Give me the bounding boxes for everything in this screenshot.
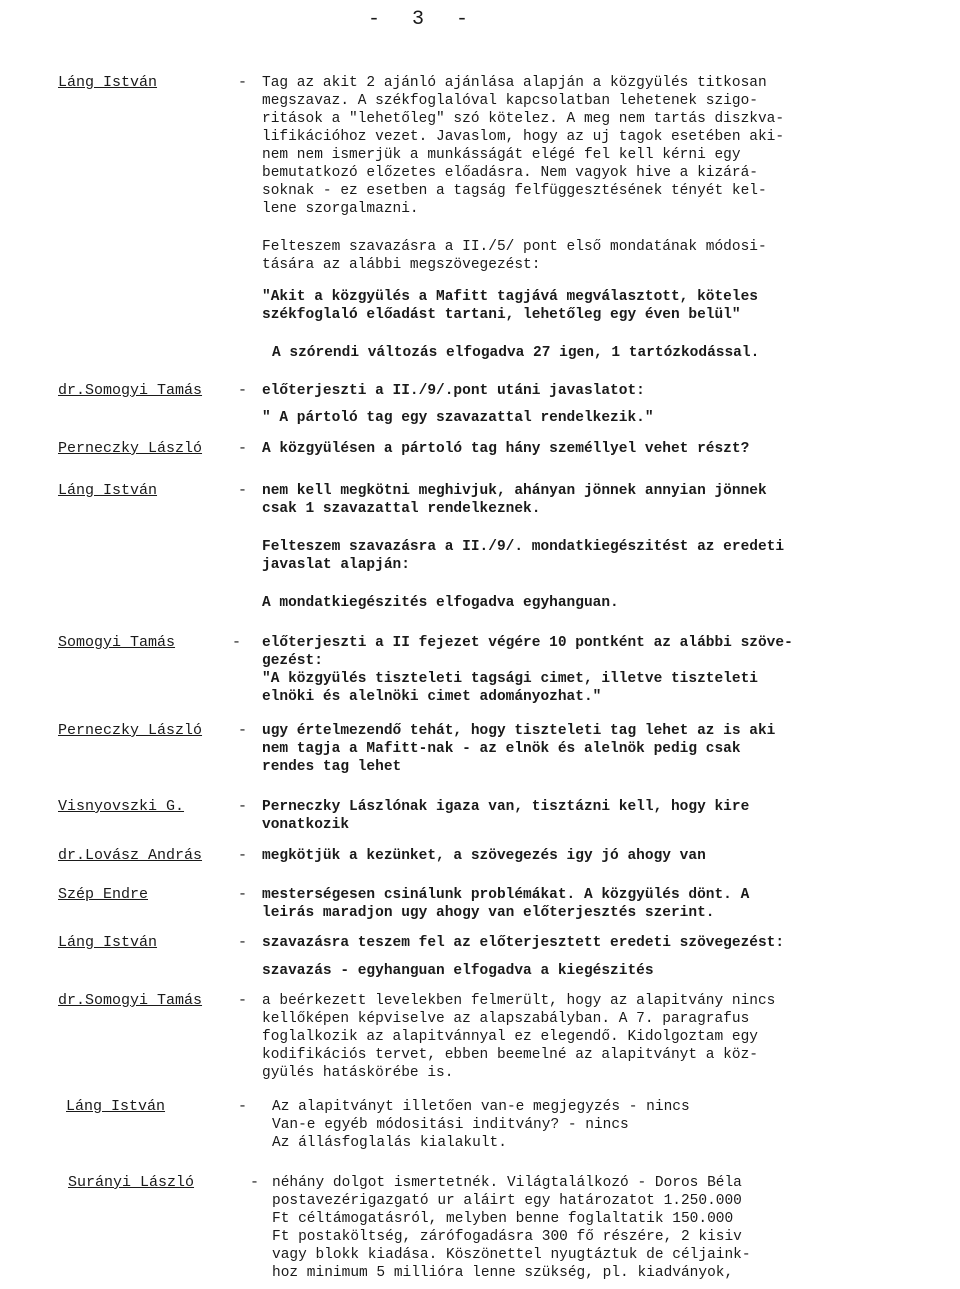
text-line: nem kell megkötni meghivjuk, ahányan jönnek annyian jönnek <box>262 483 767 499</box>
statement-text <box>262 538 912 574</box>
vote-result <box>262 594 912 612</box>
text-line: nem tagja a Mafitt-nak - az elnök és alelnök pedig csak <box>262 741 741 757</box>
dash: - <box>238 847 248 864</box>
text-line: kodifikációs tervet, ebben beemelné az alapitványt a köz- <box>262 1047 758 1063</box>
text-line: székfoglaló előadást tartani, lehetőleg egy éven belül" <box>262 307 741 323</box>
statement-text <box>272 1098 922 1152</box>
statement-text <box>262 440 912 458</box>
page-number: - 3 - <box>368 8 479 31</box>
text-line: Felteszem szavazásra a II./9/. mondatkiegészitést az eredeti <box>262 539 785 555</box>
text-line: lifikációhoz vezet. Javaslom, hogy az uj tagok esetében aki- <box>262 129 785 145</box>
text-line: ugy értelmezendő tehát, hogy tiszteleti tag lehet az is aki <box>262 723 776 739</box>
vote-result <box>272 344 922 362</box>
text-line: a beérkezett levelekben felmerült, hogy az alapitvány nincs <box>262 993 776 1009</box>
text-line: Perneczky Lászlónak igaza van, tisztázni kell, hogy kire <box>262 799 750 815</box>
text-line: megszavaz. A székfoglalóval kapcsolatban lehetenek szigo- <box>262 93 758 109</box>
speaker-name: Láng István <box>58 482 158 499</box>
speaker-name: Láng István <box>66 1098 166 1115</box>
text-line: kellőképen képviselve az alapszabályban. A 7. paragrafus <box>262 1011 750 1027</box>
text-line: leirás maradjon ugy ahogy van előterjesztés szerint. <box>262 905 715 921</box>
dash: - <box>238 798 248 815</box>
dash: - <box>238 382 248 399</box>
text-line: elnöki és alelnöki cimet adományozhat." <box>262 689 602 705</box>
dash: - <box>238 440 248 457</box>
text-line: vagy blokk kiadása. Köszönettel nyugtáztuk de céljaink- <box>272 1247 751 1263</box>
text-line: soknak - ez esetben a tagság felfüggesztésének tényét kel- <box>262 183 767 199</box>
text-line: néhány dolgot ismertetnék. Világtalálkozó - Doros Béla <box>272 1175 742 1191</box>
quoted-text <box>262 288 912 324</box>
statement-text <box>262 934 912 980</box>
text-line: Ft céltámogatásról, melyben benne foglaltatik 150.000 <box>272 1211 734 1227</box>
statement-text <box>262 722 912 776</box>
statement-text <box>272 1174 922 1282</box>
text-line: gyülés hatáskörébe is. <box>262 1065 454 1081</box>
dash: - <box>238 1098 248 1115</box>
statement-text <box>262 798 912 834</box>
text-line: foglalkozik az alapitvánnyal ez elegendő. Kidolgoztam egy <box>262 1029 758 1045</box>
statement-text <box>262 238 912 274</box>
text-line: javaslat alapján: <box>262 557 410 573</box>
statement-text <box>262 74 912 218</box>
text-line: A szórendi változás elfogadva 27 igen, 1 tartózkodással. <box>272 345 760 361</box>
text-line: bemutatkozó előzetes előadásra. Nem vagyok hive a kizárá- <box>262 165 758 181</box>
text-line: csak 1 szavazattal rendelkeznek. <box>262 501 541 517</box>
text-line: ritások a "lehetőleg" szó kötelez. A meg nem tartás diszkva- <box>262 111 785 127</box>
text-line: szavazásra teszem fel az előterjesztett eredeti szövegezést: <box>262 935 785 951</box>
dash: - <box>238 482 248 499</box>
text-line: szavazás - egyhanguan elfogadva a kiegészités <box>262 963 654 979</box>
speaker-name: Perneczky László <box>58 722 203 739</box>
statement-text <box>262 992 912 1082</box>
speaker-name: Láng István <box>58 934 158 951</box>
speaker-name: Láng István <box>58 74 158 91</box>
speaker-name: dr.Somogyi Tamás <box>58 992 203 1009</box>
text-line: postavezérigazgató ur aláirt egy határozatot 1.250.000 <box>272 1193 742 1209</box>
text-line: tására az alábbi megszövegezést: <box>262 257 541 273</box>
text-line: mesterségesen csinálunk problémákat. A közgyülés dönt. A <box>262 887 750 903</box>
dash: - <box>238 886 248 903</box>
text-line: nem nem ismerjük a munkásságát elégé fel kell kérni egy <box>262 147 741 163</box>
text-line: előterjeszti a II fejezet végére 10 pontként az alábbi szöve- <box>262 635 793 651</box>
statement-text <box>262 634 912 706</box>
statement-text <box>262 482 912 518</box>
text-line: Tag az akit 2 ajánló ajánlása alapján a közgyülés titkosan <box>262 75 767 91</box>
dash: - <box>232 634 242 651</box>
text-line: A közgyülésen a pártoló tag hány személlyel vehet részt? <box>262 441 750 457</box>
text-line: " A pártoló tag egy szavazattal rendelkezik." <box>262 410 654 426</box>
text-line: Van-e egyéb módositási inditvány? - nincs <box>272 1117 629 1133</box>
text-line: rendes tag lehet <box>262 759 402 775</box>
speaker-name: Somogyi Tamás <box>58 634 176 651</box>
text-line: megkötjük a kezünket, a szövegezés igy jó ahogy van <box>262 848 706 864</box>
statement-text <box>262 886 912 922</box>
text-line: gezést: <box>262 653 323 669</box>
dash: - <box>238 934 248 951</box>
speaker-name: dr.Lovász András <box>58 847 203 864</box>
dash: - <box>250 1174 260 1191</box>
statement-text <box>262 847 912 865</box>
speaker-name: Perneczky László <box>58 440 203 457</box>
dash: - <box>238 74 248 91</box>
text-line: Ft postaköltség, zárófogadásra 300 fő részére, 2 kisiv <box>272 1229 742 1245</box>
dash: - <box>238 722 248 739</box>
text-line: előterjeszti a II./9/.pont utáni javaslatot: <box>262 383 645 399</box>
text-line: lene szorgalmazni. <box>262 201 419 217</box>
text-line: Felteszem szavazásra a II./5/ pont első mondatának módosi- <box>262 239 767 255</box>
text-line: Az állásfoglalás kialakult. <box>272 1135 507 1151</box>
text-line: hoz minimum 5 millióra lenne szükség, pl. kiadványok, <box>272 1265 734 1281</box>
statement-text <box>262 382 912 400</box>
text-line: vonatkozik <box>262 817 350 833</box>
speaker-name: Visnyovszki G. <box>58 798 185 815</box>
text-line: "Akit a közgyülés a Mafitt tagjává megválasztott, köteles <box>262 289 758 305</box>
speaker-name: dr.Somogyi Tamás <box>58 382 203 399</box>
speaker-name: Szép Endre <box>58 886 149 903</box>
text-line: "A közgyülés tiszteleti tagsági cimet, illetve tiszteleti <box>262 671 758 687</box>
text-line: Az alapitványt illetően van-e megjegyzés - nincs <box>272 1099 690 1115</box>
quoted-text <box>262 409 912 427</box>
dash: - <box>238 992 248 1009</box>
speaker-name: Surányi László <box>68 1174 195 1191</box>
text-line: A mondatkiegészités elfogadva egyhanguan. <box>262 595 619 611</box>
